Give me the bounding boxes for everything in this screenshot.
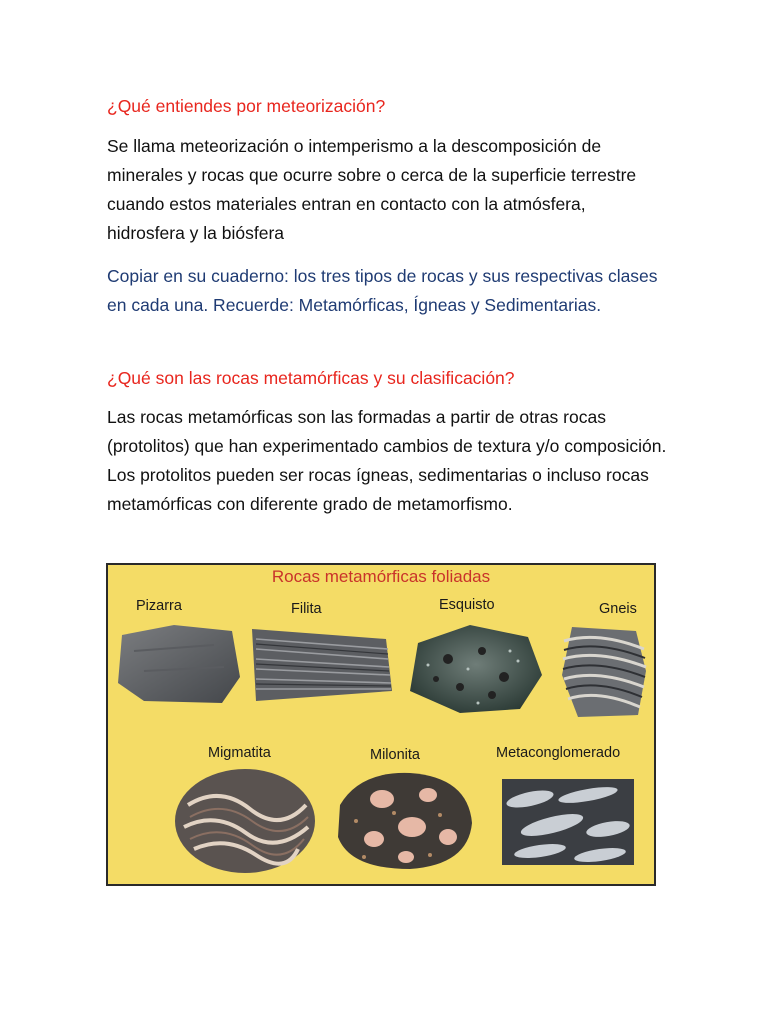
question-meteorizacion: ¿Qué entiendes por meteorización? xyxy=(107,96,386,116)
rock-image-metaconglomerado xyxy=(500,777,636,867)
rock-label-filita: Filita xyxy=(291,601,322,617)
rock-image-migmatita xyxy=(170,765,320,877)
instruction-note: Copiar en su cuaderno: los tres tipos de rocas y sus respectivas clases en cada una. Recuerde: Metamórficas, Ígneas y Sedimentarias. xyxy=(107,266,658,315)
rock-image-pizarra xyxy=(114,621,244,707)
rock-image-filita xyxy=(246,621,396,705)
foliated-rocks-figure xyxy=(106,563,656,886)
rock-label-milonita: Milonita xyxy=(370,747,420,763)
figure-title: Rocas metamórficas foliadas xyxy=(271,567,491,586)
rock-image-gneis xyxy=(558,621,650,721)
rock-label-metaconglomerado: Metaconglomerado xyxy=(496,745,621,761)
rock-label-gneis: Gneis xyxy=(599,601,637,617)
rock-label-migmatita: Migmatita xyxy=(208,745,271,761)
rock-label-esquisto: Esquisto xyxy=(439,597,495,613)
paragraph-rocas-metamorficas: Las rocas metamórficas son las formadas a partir de otras rocas (protolitos) que han experimentado cambios de textura y/o composición. Los protolitos pueden ser rocas ígneas, sedimentarias o incluso rocas metamórficas con diferente grado de metamorfismo. xyxy=(107,407,667,514)
rock-label-pizarra: Pizarra xyxy=(136,598,182,614)
question-rocas-metamorficas: ¿Qué son las rocas metamórficas y su clasificación? xyxy=(107,368,515,388)
rock-image-esquisto xyxy=(400,621,546,717)
rock-image-milonita xyxy=(330,765,478,877)
paragraph-meteorizacion: Se llama meteorización o intemperismo a la descomposición de minerales y rocas que ocurre sobre o cerca de la superficie terrestre cuando estos materiales entran en contacto con la atmósfera, hidrosfera y la biósfera xyxy=(107,136,637,243)
